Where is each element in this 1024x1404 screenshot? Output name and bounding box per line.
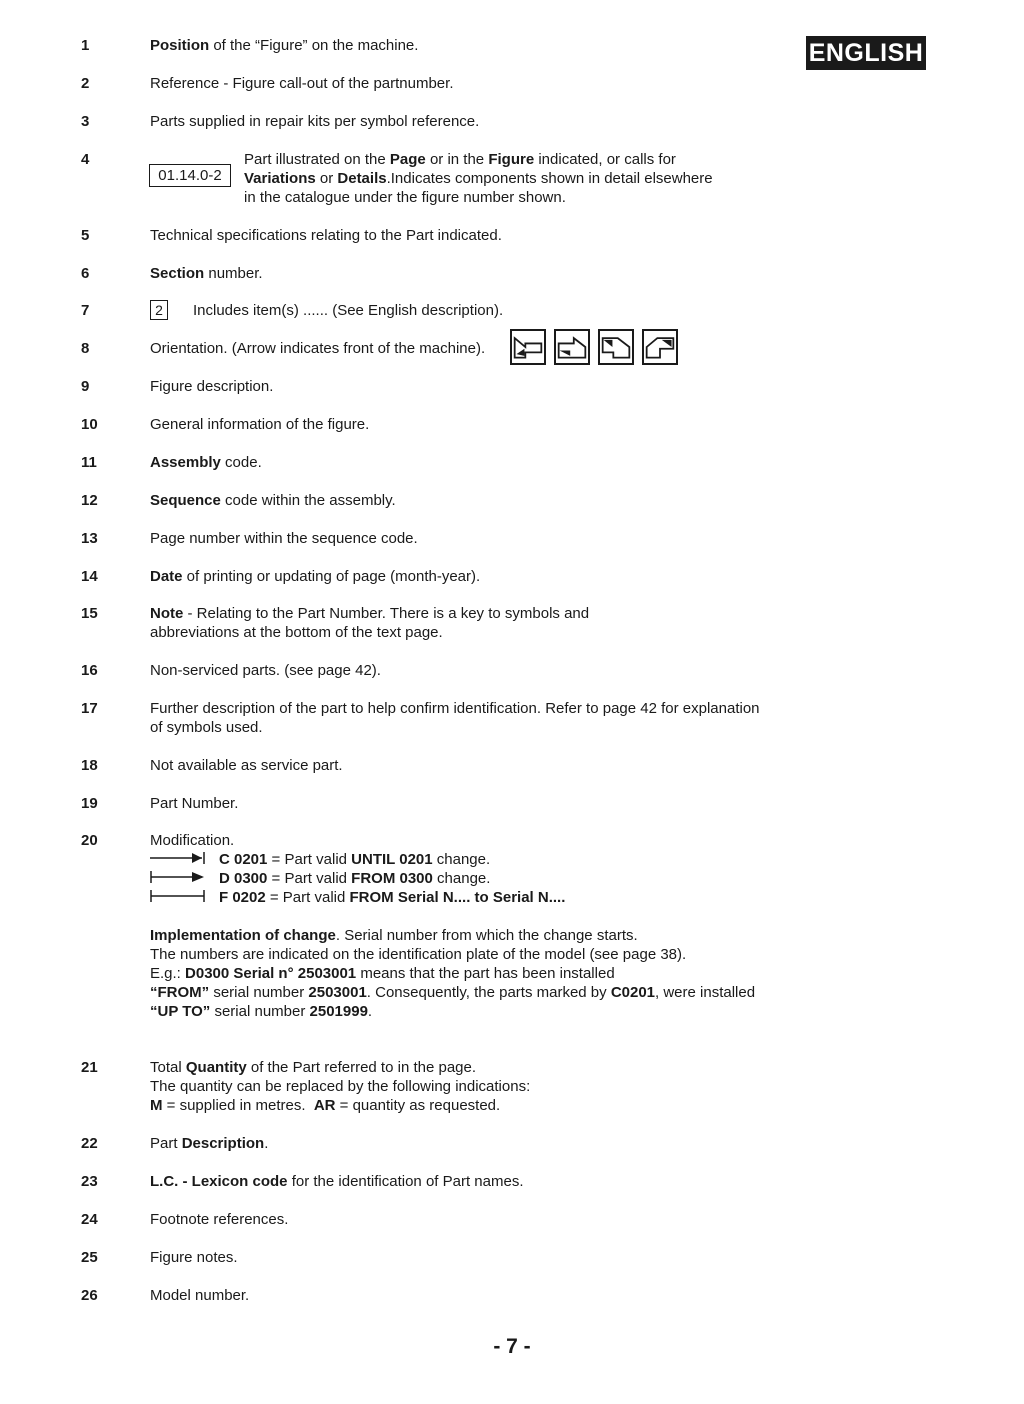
item-text-18: Not available as service part. (150, 757, 343, 774)
item-number: 20 (81, 832, 98, 849)
item-number: 8 (81, 340, 90, 357)
item-number: 13 (81, 530, 98, 547)
item-number: 5 (81, 227, 90, 244)
item-number: 2 (81, 75, 90, 92)
item-number: 3 (81, 113, 90, 130)
item-number: 26 (81, 1287, 98, 1304)
item-number: 12 (81, 492, 98, 509)
item-number: 25 (81, 1249, 98, 1266)
item-number: 23 (81, 1173, 98, 1190)
orientation-front-right-icon (554, 329, 590, 365)
item-number: 14 (81, 568, 98, 585)
item-text-6: Section number. (150, 265, 263, 282)
item-text-13: Page number within the sequence code. (150, 530, 418, 547)
item-text-5: Technical specifications relating to the Part indicated. (150, 227, 502, 244)
item-text-9: Figure description. (150, 378, 274, 395)
item-number: 6 (81, 265, 90, 282)
modification-serial-range: F 0202 = Part valid FROM Serial N.... to Serial N.... (219, 889, 566, 906)
item-text-7: Includes item(s) ...... (See English description). (193, 302, 504, 319)
item-number: 4 (81, 151, 90, 168)
item-number: 11 (81, 454, 97, 471)
item-number: 24 (81, 1211, 98, 1228)
item-count-box: 2 (150, 300, 168, 320)
item-text-14: Date of printing or updating of page (month-year). (150, 568, 481, 585)
item-text-26: Model number. (150, 1287, 250, 1304)
item-text-16: Non-serviced parts. (see page 42). (150, 662, 381, 679)
modification-from: D 0300 = Part valid FROM 0300 change. (219, 870, 491, 887)
item-text-25: Figure notes. (150, 1249, 238, 1266)
item-text-22: Part Description. (150, 1135, 269, 1152)
implementation-of-change: Implementation of change. Serial number from which the change starts. The numbers are indicated on the identification plate of the model (see page 38). E.g.: D0300 Serial n° 2503001 means that the part has been installed “FROM” serial number 2503001. Consequently, the parts marked by C0201, were installed “UP TO” serial number 2501999. (150, 927, 756, 1020)
until-arrow-icon (150, 852, 206, 864)
item-text-8: Orientation. (Arrow indicates front of the machine). (150, 340, 486, 357)
item-number: 19 (81, 795, 98, 812)
item-text-4: Part illustrated on the Page or in the Figure indicated, or calls for Variations or Details.Indicates components shown in detail elsewhere in the catalogue under the figure number shown. (244, 151, 713, 206)
item-text-3: Parts supplied in repair kits per symbol reference. (150, 113, 480, 130)
item-text-2: Reference - Figure call-out of the partnumber. (150, 75, 454, 92)
item-number: 7 (81, 302, 90, 319)
item-text-20: Modification. (150, 832, 235, 849)
item-text-21: Total Quantity of the Part referred to in the page. The quantity can be replaced by the following indications: M = supplied in metres. AR = quantity as requested. (150, 1059, 531, 1114)
item-text-10: General information of the figure. (150, 416, 370, 433)
item-text-11: Assembly code. (150, 454, 262, 471)
item-text-19: Part Number. (150, 795, 239, 812)
serial-range-icon (150, 890, 206, 902)
item-number: 21 (81, 1059, 98, 1076)
item-number: 22 (81, 1135, 98, 1152)
item-text-12: Sequence code within the assembly. (150, 492, 396, 509)
item-number: 18 (81, 757, 98, 774)
orientation-rear-right-icon (642, 329, 678, 365)
orientation-front-left-icon (510, 329, 546, 365)
item-number: 15 (81, 605, 98, 622)
language-badge: ENGLISH (806, 36, 926, 70)
orientation-rear-left-icon (598, 329, 634, 365)
figure-code-box: 01.14.0-2 (149, 164, 231, 187)
modification-until: C 0201 = Part valid UNTIL 0201 change. (219, 851, 491, 868)
item-text-15: Note - Relating to the Part Number. There is a key to symbols and abbreviations at the bottom of the text page. (150, 605, 590, 641)
item-text-23: L.C. - Lexicon code for the identification of Part names. (150, 1173, 524, 1190)
item-number: 9 (81, 378, 90, 395)
item-number: 10 (81, 416, 98, 433)
item-number: 17 (81, 700, 98, 717)
item-text-24: Footnote references. (150, 1211, 289, 1228)
from-arrow-icon (150, 871, 206, 883)
item-text-17: Further description of the part to help confirm identification. Refer to page 42 for explanation of symbols used. (150, 700, 760, 736)
item-number: 16 (81, 662, 98, 679)
page-number: - 7 - (493, 1335, 531, 1358)
item-text-1: Position of the “Figure” on the machine. (150, 37, 419, 54)
item-number: 1 (81, 37, 90, 54)
